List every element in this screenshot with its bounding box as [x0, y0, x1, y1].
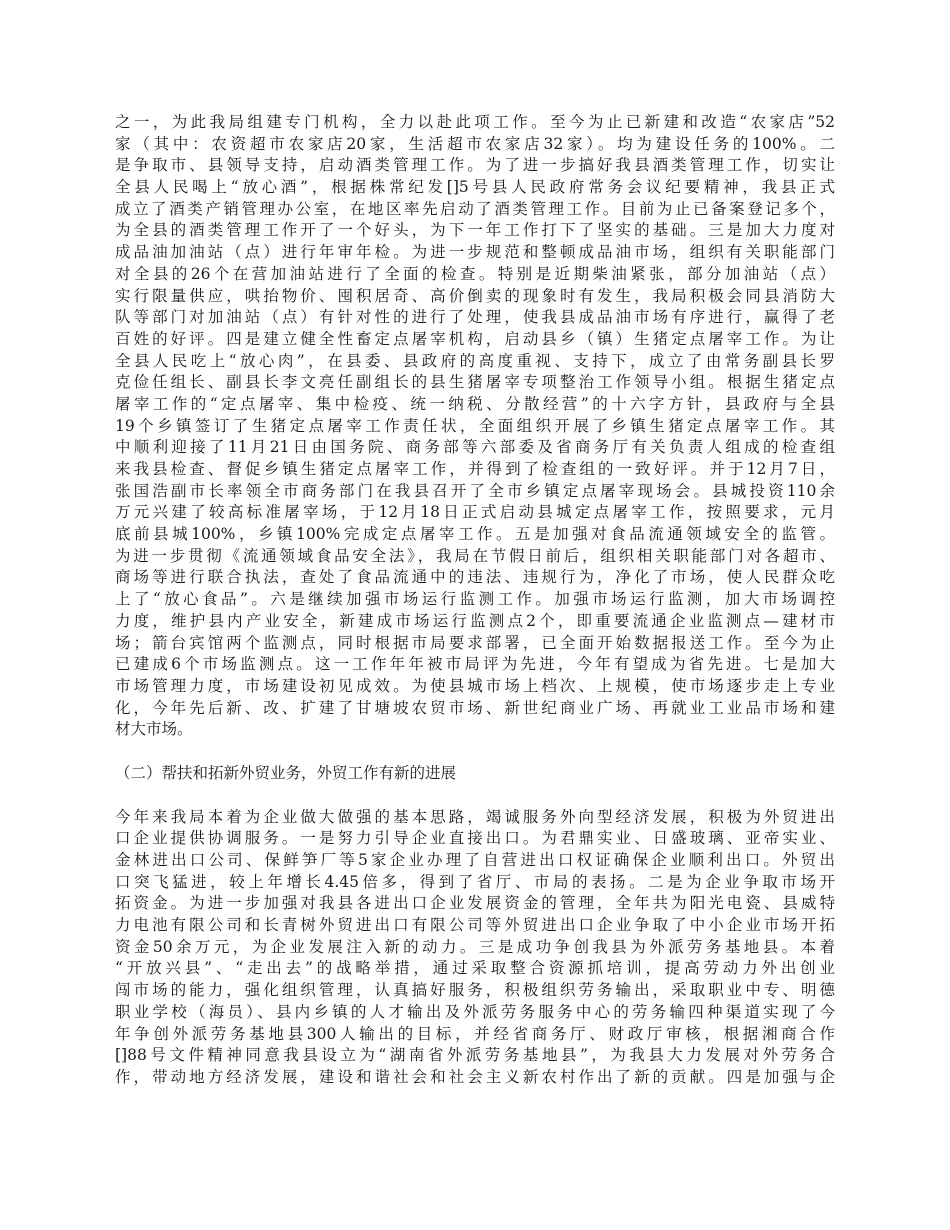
text-line: 力度，维护县内产业安全，新建成市场运行监测点2个，即重要流通企业监测点—建材市 [115, 611, 835, 630]
text-line: 金林进出口公司、保鲜笋厂等5家企业办理了自营进出口权证确保企业顺利出口。外贸出 [115, 851, 835, 869]
text-line: 力电池有限公司和长青树外贸进出口有限公司等外贸进出口企业争取了中小企业市场开拓 [115, 916, 835, 935]
text-line: 今年来我局本着为企业做大做强的基本思路，竭诚服务外向型经济发展，积极为外贸进出 [115, 807, 835, 826]
text-line: 商场等进行联合执法，查处了食品流通中的违法、违规行为，净化了市场，使人民群众吃 [115, 568, 835, 587]
text-line: 化，今年先后新、改、扩建了甘塘坡农贸市场、新世纪商业广场、再就业工业品市场和建 [115, 698, 835, 717]
text-line: 来我县检查、督促乡镇生猪定点屠宰工作，并得到了检查组的一致好评。并于12月7日， [115, 460, 835, 478]
text-line: 为进一步贯彻《流通领域食品安全法》，我局在节假日前后，组织相关职能部门对各超市、 [115, 546, 835, 565]
text-line: 对全县的26个在营加油站进行了全面的检查。特别是近期柴油紧张，部分加油站（点） [115, 264, 835, 283]
text-line: 口企业提供协调服务。一是努力引导企业直接出口。为君鼎实业、日盛玻璃、亚帝实业、 [115, 829, 835, 848]
text-line: 拓资金。为进一步加强对我县各进出口企业发展资金的管理，全年共为阳光电瓷、县威特 [115, 894, 835, 913]
text-line: 职业学校（海员）、县内乡镇的人才输出及外派劳务服务中心的劳务输四种渠道实现了今 [115, 1002, 835, 1021]
text-line: 实行限量供应，哄抬物价、囤积居奇、高价倒卖的现象时有发生，我局积极会同县消防大 [115, 286, 835, 305]
text-line: “开放兴县”、“走出去”的战略举措，通过采取整合资源抓培训，提高劳动力外出创业 [115, 959, 835, 978]
text-line: 是争取市、县领导支持，启动酒类管理工作。为了进一步搞好我县酒类管理工作，切实让 [115, 156, 835, 175]
body-paragraph-2 [115, 807, 835, 1089]
text-line: 场；箭台宾馆两个监测点，同时根据市局要求部署，已全面开始数据报送工作。至今为止 [115, 633, 835, 652]
text-line: 底前县城100%，乡镇100%完成定点屠宰工作。五是加强对食品流通领域安全的监管。 [115, 525, 835, 544]
document-page [115, 112, 835, 1089]
text-line: 百姓的好评。四是建立健全性畜定点屠宰机构，启动县乡（镇）生猪定点屠宰工作。为让 [115, 329, 835, 348]
text-line: 年争创外派劳务基地县300人输出的目标，并经省商务厅、财政厅审核，根据湘商合作 [115, 1024, 835, 1043]
text-line: 成立了酒类产销管理办公室，在地区率先启动了酒类管理工作。目前为止已备案登记多个， [115, 199, 835, 218]
text-line: 闯市场的能力，强化组织管理，认真搞好服务，积极组织劳务输出，采取职业中专、明德 [115, 981, 835, 1000]
text-line: 全县人民吃上“放心肉”，在县委、县政府的高度重视、支持下，成立了由常务副县长罗 [115, 351, 835, 370]
text-line: 为全县的酒类管理工作开了一个好头，为下一年工作打下了坚实的基础。三是加大力度对 [115, 221, 835, 240]
text-line: 屠宰工作的“定点屠宰、集中检疫、统一纳税、分散经营”的十六字方针，县政府与全县 [115, 394, 835, 413]
text-line: 19个乡镇签订了生猪定点屠宰工作责任状，全面组织开展了乡镇生猪定点屠宰工作。其 [115, 416, 835, 435]
text-line: 上了“放心食品”。六是继续加强市场运行监测工作。加强市场运行监测，加大市场调控 [115, 590, 835, 609]
text-line: 作，带动地方经济发展，建设和谐社会和社会主义新农村作出了新的贡献。四是加强与企 [115, 1067, 835, 1086]
text-line: 资金50余万元，为企业发展注入新的动力。三是成功争创我县为外派劳务基地县。本着 [115, 937, 835, 956]
text-line: 克俭任组长、副县长李文亮任副组长的县生猪屠宰专项整治工作领导小组。根据生猪定点 [115, 373, 835, 392]
text-line: 全县人民喝上“放心酒”，根据株常纪发[]5号县人民政府常务会议纪要精神，我县正式 [115, 178, 835, 197]
text-line: 已建成6个市场监测点。这一工作年年被市局评为先进，今年有望成为省先进。七是加大 [115, 655, 835, 674]
section-heading: （二）帮扶和拓新外贸业务，外贸工作有新的进展 [115, 763, 457, 782]
body-paragraph-1 [115, 112, 835, 741]
text-line: 市场管理力度，市场建设初见成效。为使县城市场上档次、上规模，使市场逐步走上专业 [115, 676, 835, 695]
text-line: 口突飞猛进，较上年增长4.45倍多，得到了省厅、市局的表扬。二是为企业争取市场开 [115, 872, 835, 891]
text-line: 张国浩副市长率领全市商务部门在我县召开了全市乡镇定点屠宰现场会。县城投资110余 [115, 481, 835, 500]
text-line: 队等部门对加油站（点）有针对性的进行了处理，使我县成品油市场有序进行，赢得了老 [115, 308, 835, 327]
text-line: 成品油加油站（点）进行年审年检。为进一步规范和整顿成品油市场，组织有关职能部门 [115, 243, 835, 262]
text-line: []88号文件精神同意我县设立为“湖南省外派劳务基地县”，为我县大力发展对外劳务合 [115, 1046, 835, 1065]
text-line: 家（其中：农资超市农家店20家，生活超市农家店32家）。均为建设任务的100%。二 [115, 134, 835, 153]
text-line: 材大市场。 [115, 720, 193, 739]
text-line: 万元兴建了较高标准屠宰场，于12月18日正式启动县城定点屠宰工作，按照要求，元月 [115, 503, 835, 522]
text-line: 中顺利迎接了11月21日由国务院、商务部等六部委及省商务厅有关负责人组成的检查组 [115, 438, 835, 457]
text-line: 之一，为此我局组建专门机构，全力以赴此项工作。至今为止已新建和改造“农家店”52 [115, 113, 835, 131]
